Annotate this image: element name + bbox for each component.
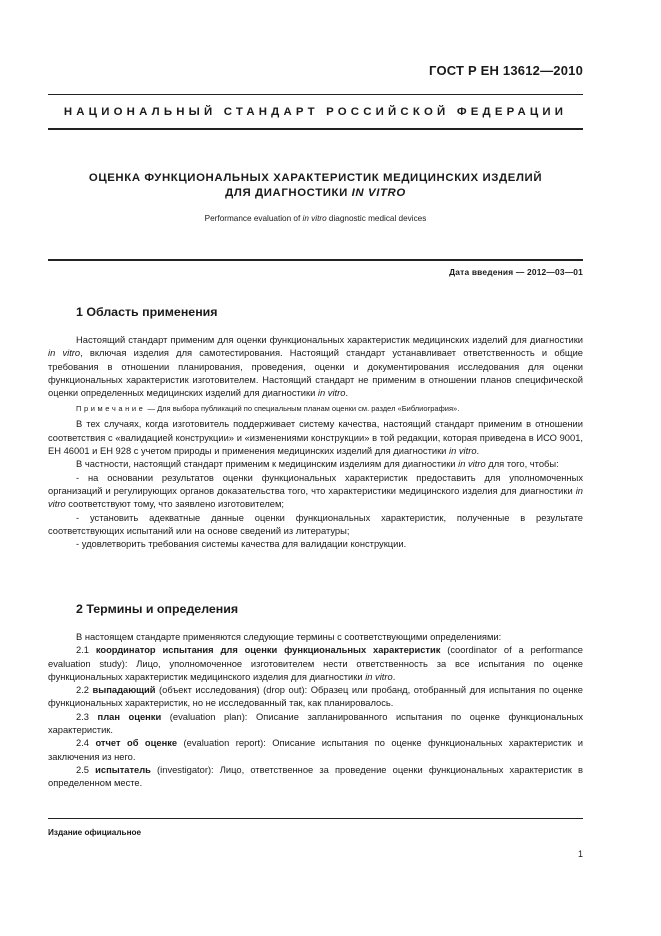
document-title bbox=[48, 171, 583, 201]
term: отчет об оценке bbox=[95, 738, 178, 749]
paragraph: В частности, настоящий стандарт применим к медицинским изделиям для диагностики in vitro для того, чтобы: bbox=[76, 459, 559, 470]
term: испытатель bbox=[95, 764, 151, 775]
national-standard-banner: НАЦИОНАЛЬНЫЙ СТАНДАРТ РОССИЙСКОЙ ФЕДЕРАЦИИ bbox=[63, 106, 568, 118]
paragraph: Настоящий стандарт применим для оценки функциональных характеристик медицинских изделий для диагностики in vitro, включая изделия для самотестирования. Настоящий стандарт устанавливает ответственность и общие требования в отношении планирования, проведения, оценки и документирования исследования для оценки функциональных характеристик изготовителем. Настоящий стандарт не применим в отношении планов специфической оценки определенных медицинских изделий для диагностики in vitro. bbox=[48, 335, 583, 399]
title-line-1: ОЦЕНКА ФУНКЦИОНАЛЬНЫХ ХАРАКТЕРИСТИК МЕДИЦИНСКИХ ИЗДЕЛИЙ bbox=[88, 172, 543, 184]
list-item: - удовлетворить требования системы качества для валидации конструкции. bbox=[76, 539, 407, 550]
note: Примечание — Для выбора публикаций по специальным планам оценки см. раздел «Библиография». bbox=[76, 404, 460, 414]
banner-rule bbox=[48, 128, 583, 130]
title-line-2: ДЛЯ ДИАГНОСТИКИ IN VITRO bbox=[225, 187, 406, 199]
section-2-heading: 2 Термины и определения bbox=[76, 602, 239, 616]
list-item: - на основании результатов оценки функциональных характеристик предоставить для уполномоченных организаций и регулирующих органов доказательства того, что характеристики медицинского изделия для диагностики in vitro соответствуют тому, что заявлено изготовителем; bbox=[48, 472, 583, 510]
term: координатор испытания для оценки функциональных характеристик bbox=[95, 645, 441, 656]
paragraph: В настоящем стандарте применяются следующие термины с соответствующими определениями: bbox=[76, 632, 502, 642]
english-title: Performance evaluation of in vitro diagnostic medical devices bbox=[204, 214, 427, 223]
term: выпадающий bbox=[92, 685, 156, 696]
title-in-vitro: IN VITRO bbox=[351, 187, 406, 199]
page-number: 1 bbox=[577, 849, 583, 859]
term: план оценки bbox=[97, 711, 162, 722]
introduction-date: Дата введения — 2012—03—01 bbox=[449, 267, 583, 277]
term-definition: 2.3 план оценки (evaluation plan): Описание запланированного испытания по оценке функциональных характеристик. bbox=[48, 711, 584, 736]
section-1-body bbox=[48, 334, 583, 551]
section-1-heading: 1 Область применения bbox=[76, 305, 218, 319]
document-code: ГОСТ Р ЕН 13612—2010 bbox=[429, 63, 583, 78]
term-definition: 2.5 испытатель (investigator): Лицо, ответственное за проведение оценки функциональных характеристик в определенном месте. bbox=[48, 764, 583, 789]
term-definition: 2.1 координатор испытания для оценки функциональных характеристик (coordinator of a performance evaluation study): Лицо, уполномоченное изготовителем нести ответственность за все испытания по оценке функциональных характеристик медицинского изделия для диагностики in vitro. bbox=[48, 645, 584, 682]
official-edition-label: Издание официальное bbox=[48, 828, 142, 837]
title-rule bbox=[48, 259, 583, 261]
term-definition: 2.2 выпадающий (объект исследования) (drop out): Образец или пробанд, отобранный для испытания по оценке функциональных характеристик, но не исследованный так, как планировалось. bbox=[48, 685, 583, 709]
top-rule bbox=[48, 94, 583, 95]
term-definition: 2.4 отчет об оценке (evaluation report): Описание испытания по оценке функциональных характеристик и заключения из него. bbox=[48, 738, 583, 762]
paragraph: В тех случаях, когда изготовитель поддерживает систему качества, настоящий стандарт применим в отношении соответствия с «валидацией конструкции» и «изменениями конструкции» в той редакции, которая приведена в ИСО 9001, ЕН 46001 и ЕН 928 с учетом природы и применения медицинских изделий для диагностики in vitro. bbox=[48, 419, 583, 457]
footer-rule bbox=[48, 818, 583, 819]
list-item: - установить адекватные данные оценки функциональных характеристик, полученные в результате соответствующих испытаний или на основе сведений из литературы; bbox=[48, 512, 583, 536]
section-2-body bbox=[48, 631, 583, 791]
